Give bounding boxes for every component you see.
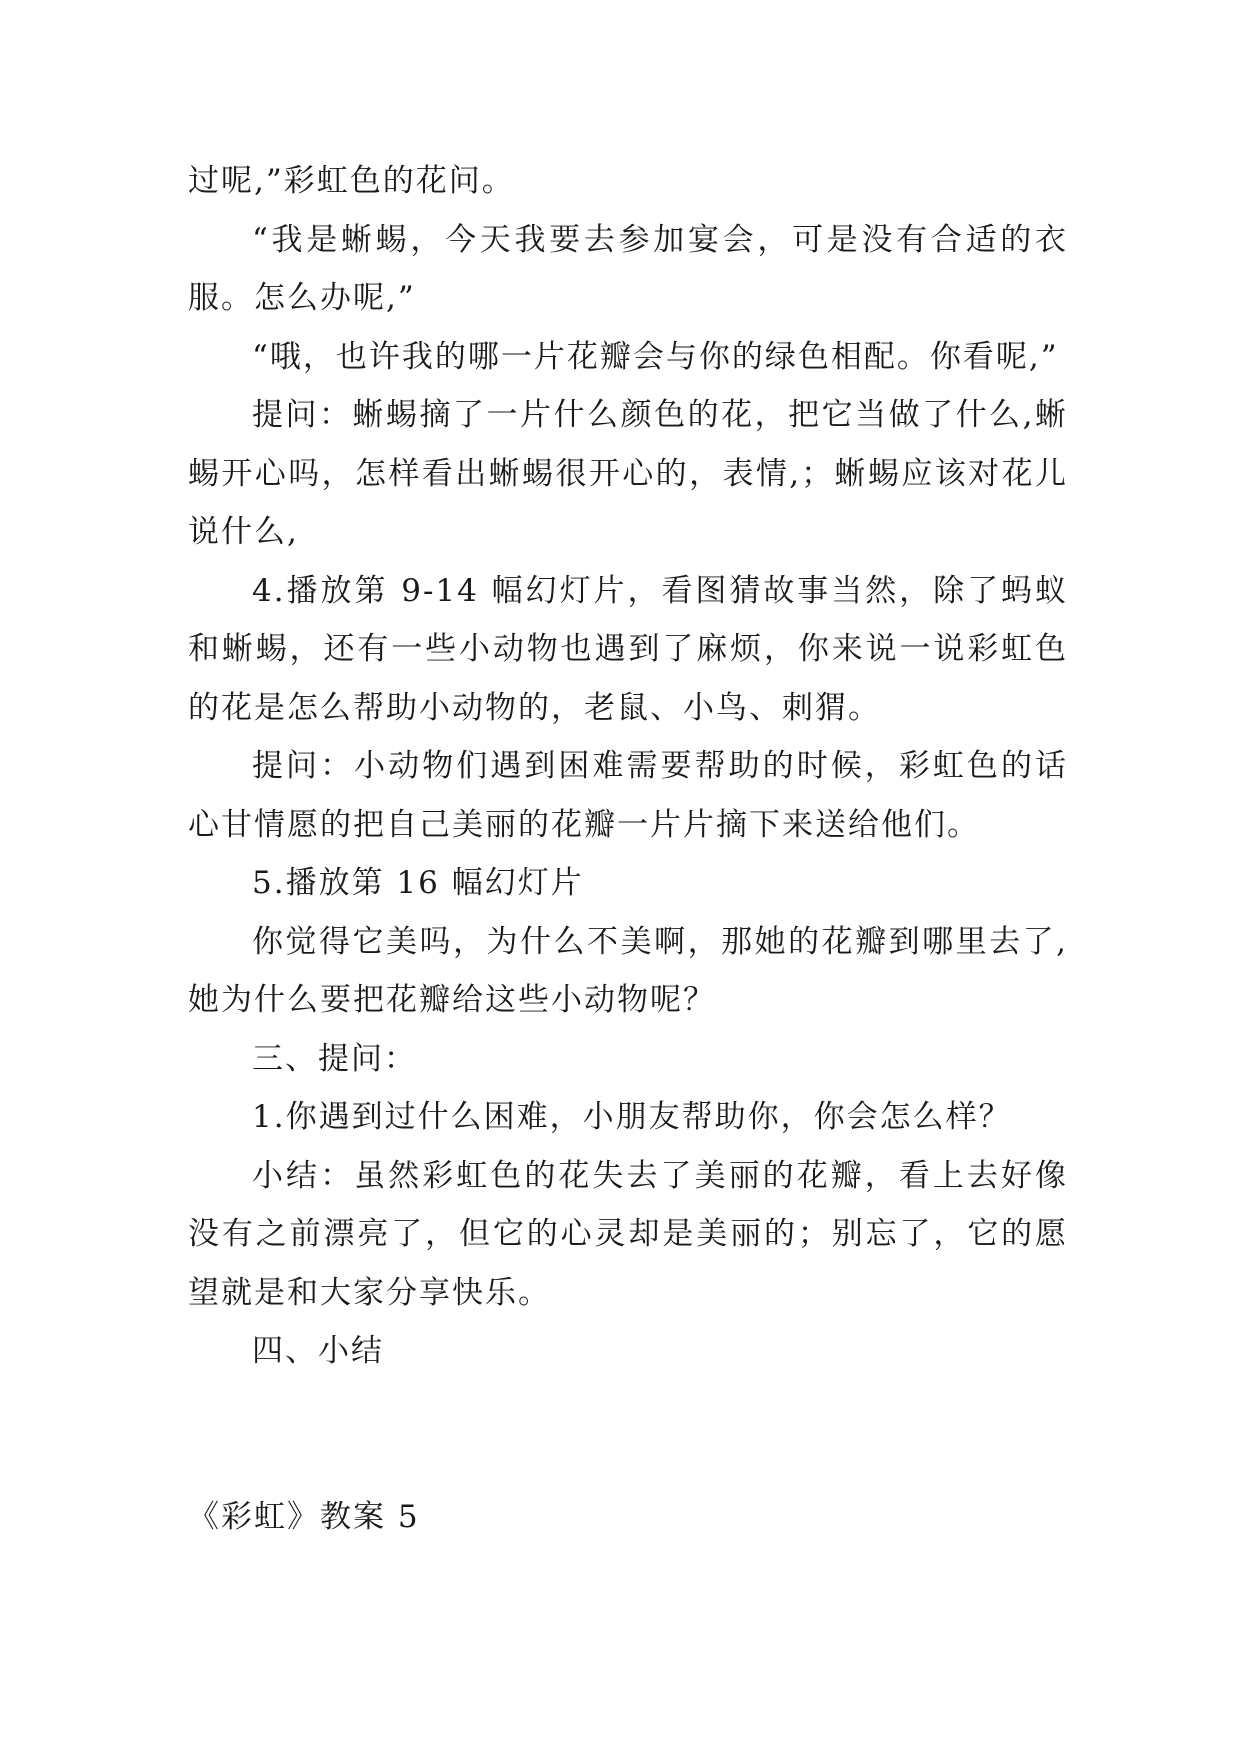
paragraph-1: 过呢,”彩虹色的花问。 <box>188 163 515 199</box>
paragraph-7: 5.播放第 16 幅幻灯片 <box>252 865 584 901</box>
paragraph-11: 小结：虽然彩虹色的花失去了美丽的花瓣，看上去好像没有之前漂亮了，但它的心灵却是美丽的；别忘了，它的愿望就是和大家分享快乐。 <box>188 1157 1068 1311</box>
paragraph-9: 三、提问： <box>252 1040 417 1077</box>
paragraph-6: 提问：小动物们遇到困难需要帮助的时候，彩虹色的话心甘情愿的把自己美丽的花瓣一片片摘下来送给他们。 <box>188 748 1068 843</box>
paragraph-5: 4.播放第 9-14 幅幻灯片，看图猜故事当然，除了蚂蚁和蜥蜴，还有一些小动物也遇到了麻烦，你来说一说彩虹色的花是怎么帮助小动物的，老鼠、小鸟、刺猬。 <box>188 572 1068 726</box>
section-title: 《彩虹》教案 5 <box>188 1499 420 1535</box>
paragraph-12: 四、小结 <box>252 1333 384 1369</box>
paragraph-8: 你觉得它美吗，为什么不美啊，那她的花瓣到哪里去了,她为什么要把花瓣给这些小动物呢？ <box>188 923 1068 1018</box>
paragraph-10: 1.你遇到过什么困难，小朋友帮助你，你会怎么样？ <box>252 1099 1012 1135</box>
paragraph-3: “哦，也许我的哪一片花瓣会与你的绿色相配。你看呢,” <box>252 338 1059 375</box>
paragraph-4: 提问：蜥蜴摘了一片什么颜色的花，把它当做了什么,蜥蜴开心吗，怎样看出蜥蜴很开心的，表情,；蜥蜴应该对花儿说什么, <box>188 397 1068 550</box>
paragraph-2: “我是蜥蜴，今天我要去参加宴会，可是没有合适的衣服。怎么办呢,” <box>188 221 1068 316</box>
document-body <box>188 152 1068 1381</box>
